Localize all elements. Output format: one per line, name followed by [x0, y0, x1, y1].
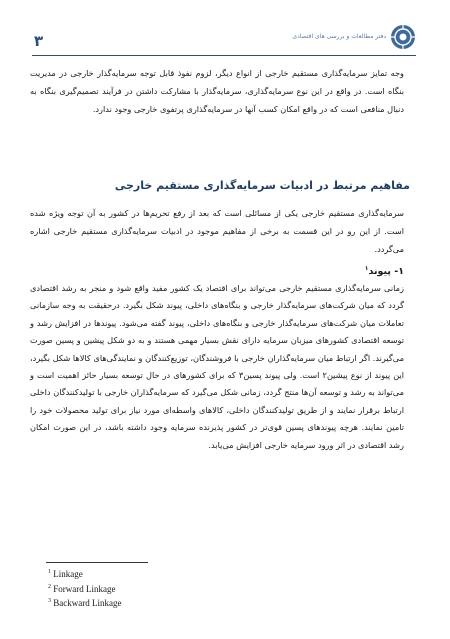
footnote-item	[48, 581, 121, 596]
footnotes	[48, 566, 121, 610]
header-divider	[32, 55, 416, 56]
footnote-number: 2	[48, 583, 51, 590]
footnote-text: Backward Linkage	[53, 598, 122, 608]
intro-paragraph: وجه تمایز سرمایه‌گذاری مستقیم خارجی از انواع دیگر، لزوم نفوذ قابل توجه سرمایه‌گذار خارجی در مدیریت بنگاه است. در واقع در این نوع سرمایه‌گذاری، سرمایه‌گذار با مشارکت داشتن در فرآیند تصمیم‌گیری بنگاه به دنبال منافعی است که در واقع امکان کسب آنها در سرمایه‌گذاری پرتفوی خارجی وجود ندارد.	[30, 68, 404, 114]
section-heading: مفاهیم مرتبط در ادبیات سرمایه‌گذاری مستقیم خارجی	[114, 179, 410, 192]
page-number: ۳	[34, 32, 44, 50]
footnote-item	[48, 566, 121, 581]
subsection-title: ۱- پیوند	[368, 266, 404, 278]
page-header	[32, 22, 416, 56]
footnote-number: 3	[48, 598, 51, 604]
subsection-heading	[30, 260, 404, 281]
section-paragraph: سرمایه‌گذاری مستقیم خارجی یکی از مسائلی است که بعد از رفع تحریم‌ها در کشور به آن توجه ویژه شده است. از این رو در این قسمت به برخی از مفاهیم موجود در ادبیات سرمایه‌گذاری مستقیم خارجی اشاره می‌گردد.	[30, 208, 404, 254]
logo-emblem-icon	[390, 24, 416, 50]
org-logo	[292, 22, 416, 56]
footnote-ref: ۱	[364, 265, 369, 272]
footnote-text: Forward Linkage	[53, 583, 116, 594]
footnote-divider	[46, 562, 148, 563]
footnote-number: 1	[48, 569, 51, 575]
logo-caption: دفتر مطالعات و بررسی های اقتصادی	[292, 33, 386, 40]
footnote-item	[48, 595, 121, 610]
linkage-paragraph: زمانی سرمایه‌گذاری مستقیم خارجی می‌تواند برای اقتصاد یک کشور مفید واقع شود و منجر به رشد اقتصادی گردد که میان شرکت‌های سرمایه‌گذار خارجی و بنگاه‌های داخلی، پیوند شکل بگیرد. درحقیقت به وجه سازمانی تعاملات میان شرکت‌های سرمایه‌گذار خارجی و بنگاه‌های داخلی، پیوند گفته می‌شود. پیوندها در افزایش رشد و توسعه اقتصادی کشورهای میزبان سرمایه دارای نقش بسیار مهمی هستند و به دو شکل پیشین و پسین صورت می‌گیرند. اگر ارتباط میان سرمایه‌گذاران خارجی با فروشندگان، توزیع‌کنندگان و نمایندگی‌های کالاها شکل بگیرد، این پیوند از نوع پیشین۲ است. ولی پیوند پسین۳ که برای کشورهای در حال توسعه بسیار حائز اهمیت است و می‌تواند به رشد و توسعه آن‌ها منتج گردد، زمانی شکل می‌گیرد که سرمایه‌گذاران خارجی با تولیدکنندگان داخلی ارتباط برقرار نمایند و از طریق تولیدکنندگان داخلی، کالاهای واسطه‌ای مورد نیاز برای تولید محصولات خود را تامین نمایند. هرچه پیوندهای پسین قوی‌تر در کشور پذیرنده سرمایه وجود داشته باشد، در این صورت امکان رشد اقتصادی در اثر ورود سرمایه خارجی افزایش می‌یابد.	[30, 283, 404, 450]
footnote-text: Linkage	[53, 569, 83, 579]
